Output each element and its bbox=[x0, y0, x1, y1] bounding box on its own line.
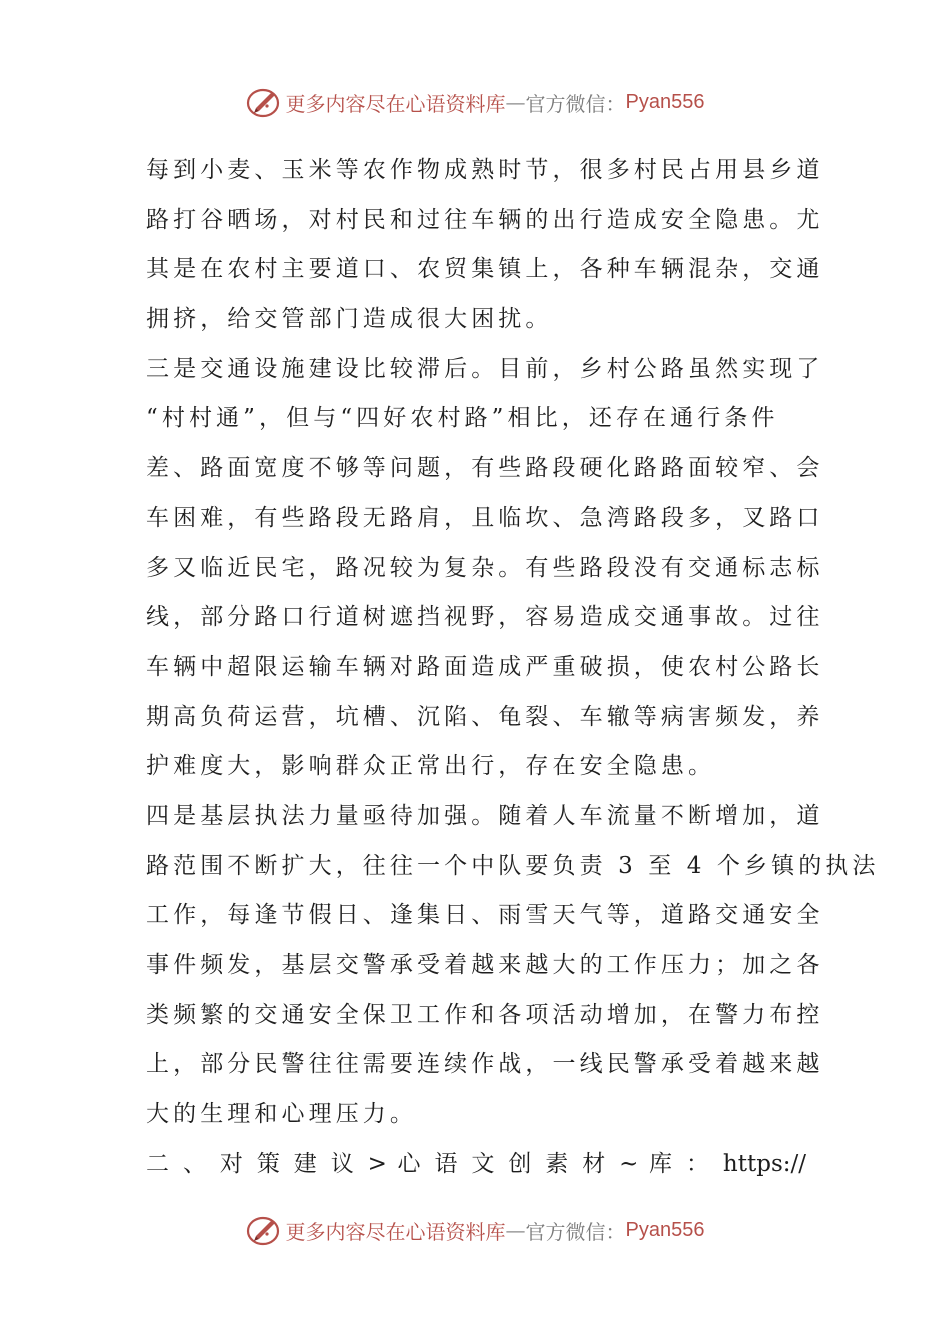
body-line: 其是在农村主要道口、农贸集镇上，各种车辆混杂，交通 bbox=[146, 256, 824, 283]
header-banner-wechat-id: Pyan556 bbox=[625, 90, 705, 113]
body-line: 车困难，有些路段无路肩，且临坎、急湾路段多，叉路口 bbox=[146, 504, 824, 531]
footer-banner bbox=[0, 1208, 950, 1252]
body-line: 多又临近民宅，路况较为复杂。有些路段没有交通标志标 bbox=[146, 554, 824, 581]
body-line: 差、路面宽度不够等问题，有些路段硬化路路面较窄、会 bbox=[146, 455, 824, 482]
body-line: 车辆中超限运输车辆对路面造成严重破损，使农村公路长 bbox=[146, 653, 824, 680]
header-banner-wechat-label: 官方微信： bbox=[525, 91, 626, 116]
document-body bbox=[146, 146, 880, 1189]
body-line: 路范围不断扩大，往往一个中队要负责 3 至 4 个乡镇的执法 bbox=[146, 852, 880, 879]
body-line: 工作，每逢节假日、逢集日、雨雪天气等，道路交通安全 bbox=[146, 902, 824, 929]
body-line: 拥挤，给交管部门造成很大困扰。 bbox=[146, 306, 553, 333]
header-banner-separator: — bbox=[505, 90, 526, 114]
footer-banner-text: 更多内容尽在心语资料库 bbox=[285, 1219, 506, 1244]
footer-banner-wechat-id: Pyan556 bbox=[625, 1218, 705, 1241]
pen-logo-icon bbox=[246, 1212, 282, 1248]
body-line: 四是基层执法力量亟待加强。随着人车流量不断增加，道 bbox=[146, 802, 824, 829]
header-banner bbox=[0, 80, 950, 124]
body-line: 上，部分民警往往需要连续作战，一线民警承受着越来越 bbox=[146, 1051, 824, 1078]
body-line: 线，部分路口行道树遮挡视野，容易造成交通事故。过往 bbox=[146, 604, 824, 631]
body-line: 每到小麦、玉米等农作物成熟时节，很多村民占用县乡道 bbox=[146, 157, 824, 183]
body-line: 路打谷晒场，对村民和过往车辆的出行造成安全隐患。尤 bbox=[146, 206, 824, 233]
pen-logo-icon bbox=[246, 84, 282, 120]
body-line: 护难度大，影响群众正常出行，存在安全隐患。 bbox=[146, 753, 716, 780]
body-line: “村村通”，但与“四好农村路”相比，还存在通行条件 bbox=[146, 405, 779, 432]
body-line: 大的生理和心理压力。 bbox=[146, 1101, 417, 1128]
body-line: 三是交通设施建设比较滞后。目前，乡村公路虽然实现了 bbox=[146, 355, 824, 382]
body-line: 事件频发，基层交警承受着越来越大的工作压力；加之各 bbox=[146, 952, 824, 978]
footer-banner-wechat-label: 官方微信： bbox=[525, 1219, 626, 1244]
header-banner-text: 更多内容尽在心语资料库 bbox=[285, 91, 506, 116]
body-line: 期高负荷运营，坑槽、沉陷、龟裂、车辙等病害频发，养 bbox=[146, 703, 824, 730]
footer-banner-separator: — bbox=[505, 1218, 526, 1242]
body-line: 类频繁的交通安全保卫工作和各项活动增加，在警力布控 bbox=[146, 1001, 824, 1028]
section-heading-line: 二 、 对 策 建 议 > 心 语 文 创 素 材 ~ 库 ： https:// bbox=[146, 1150, 806, 1177]
